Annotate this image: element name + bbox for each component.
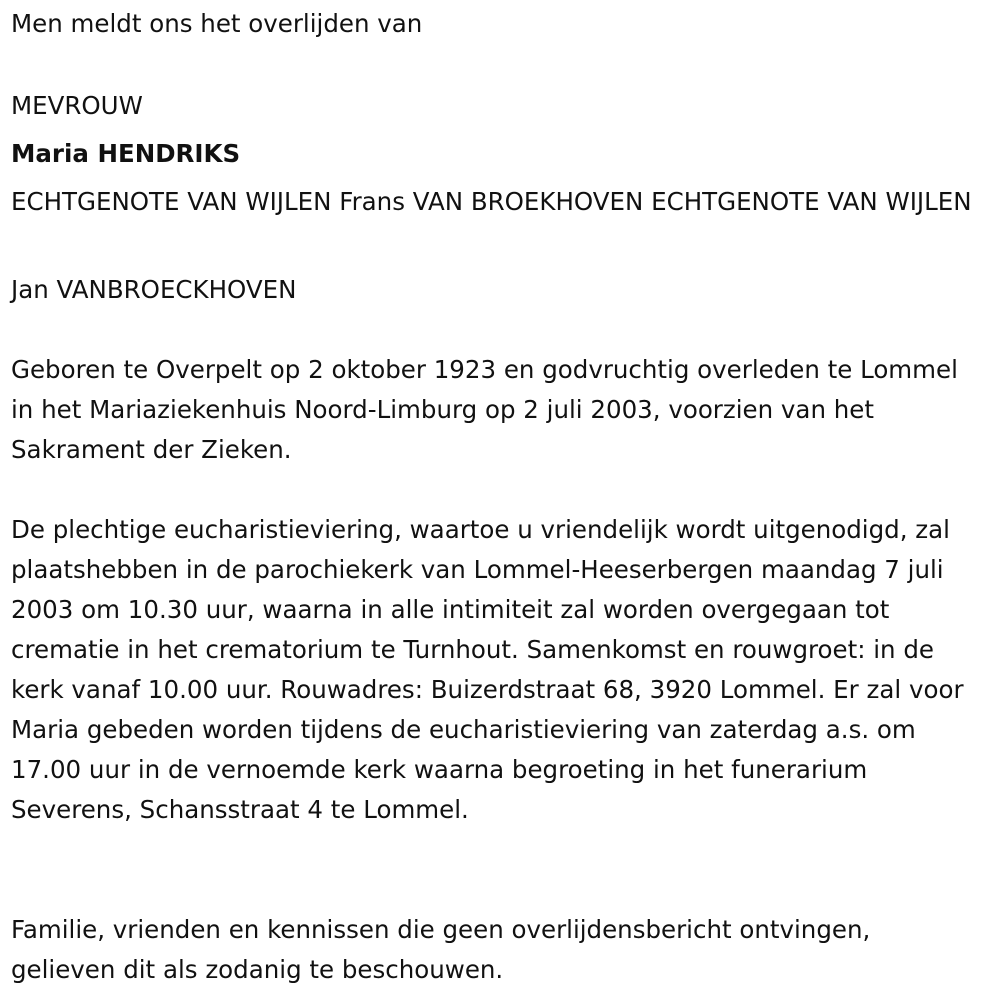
- deceased-name: Maria HENDRIKS: [11, 139, 241, 168]
- spouse-line: ECHTGENOTE VAN WIJLEN Frans VAN BROEKHOVEN ECHTGENOTE VAN WIJLEN: [11, 187, 972, 216]
- service-paragraph: De plechtige eucharistieviering, waartoe u vriendelijk wordt uitgenodigd, zal plaatshebben in de parochiekerk van Lommel-Heeserbergen maandag 7 juli 2003 om 10.30 uur, waarna in alle intimiteit zal worden overgegaan tot crematie in het crematorium te Turnhout. Samenkomst en rouwgroet: in de kerk vanaf 10.00 uur. Rouwadres: Buizerdstraat 68, 3920 Lommel. Er zal voor Maria gebeden worden tijdens de eucharistieviering van zaterdag a.s. om 17.00 uur in de vernoemde kerk waarna begroeting in het funerarium Severens, Schansstraat 4 te Lommel.: [11, 515, 964, 824]
- birth-death-paragraph: Geboren te Overpelt op 2 oktober 1923 en godvruchtig overleden te Lommel in het Mariaziekenhuis Noord-Limburg op 2 juli 2003, voorzien van het Sakrament der Zieken.: [11, 355, 958, 464]
- intro-text: Men meldt ons het overlijden van: [11, 9, 423, 38]
- title-mevrouw: MEVROUW: [11, 91, 143, 120]
- family-paragraph: Familie, vrienden en kennissen die geen overlijdensbericht ontvingen, gelieven dit als zodanig te beschouwen.: [11, 915, 871, 984]
- spouse-line-2: Jan VANBROECKHOVEN: [11, 275, 297, 304]
